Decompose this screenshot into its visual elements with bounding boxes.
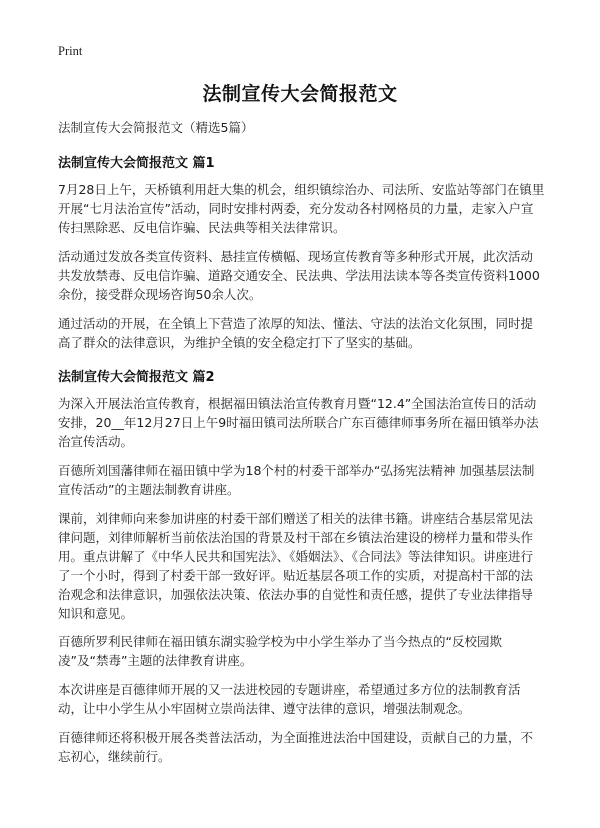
- section-2-paragraph-3: 课前，刘律师向来参加讲座的村委干部们赠送了相关的法律书籍。讲座结合基层常见法律问题，刘律师解析当前依法治国的背景及村干部在乡镇法治建设的榜样力量和带头作用。重点讲解了《中华人民共和国宪法》、《婚姻法》、《合同法》等法律知识。讲座进行了一个小时，得到了村委干部一致好评。贴近基层各项工作的实质，对提高村干部的法治观念和法律意识，加强依法决策、依法办事的自觉性和责任感，提供了专业法律指导知识和意见。: [58, 511, 534, 621]
- section-1-paragraph-2: 活动通过发放各类宣传资料、悬挂宣传横幅、现场宣传教育等多种形式开展，此次活动共发放禁毒、反电信诈骗、道路交通安全、民法典、学法用法读本等各类宣传资料1000余份，接受群众现场咨询50余人次。: [58, 249, 540, 302]
- section-2-paragraph-1: 为深入开展法治宣传教育，根据福田镇法治宣传教育月暨“12.4”全国法治宣传日的活动安排，20__年12月27日上午9时福田镇司法所联合广东百德律师事务所在福田镇举办法治宣传活动。: [58, 396, 539, 449]
- print-label[interactable]: Print: [58, 44, 83, 58]
- section-2-paragraph-4: 百德所罗利民律师在福田镇东湖实验学校为中小学生举办了当今热点的“反校园欺凌”及“禁毒”主题的法律教育讲座。: [58, 634, 502, 668]
- section-2-paragraph-6: 百德律师还将积极开展各类普法活动，为全面推进法治中国建设，贡献自己的力量，不忘初心，继续前行。: [58, 730, 534, 764]
- section-heading-1: 法制宣传大会简报范文 篇1: [58, 156, 215, 171]
- section-1-paragraph-3: 通过活动的开展，在全镇上下营造了浓厚的知法、懂法、守法的法治文化氛围，同时提高了群众的法律意识，为维护全镇的安全稳定打下了坚实的基础。: [58, 316, 534, 350]
- section-2-paragraph-5: 本次讲座是百德律师开展的又一法进校园的专题讲座，希望通过多方位的法制教育活动，让中小学生从小牢固树立崇尚法律、遵守法律的意识，增强法制观念。: [58, 682, 521, 716]
- document-subtitle: 法制宣传大会简报范文（精选5篇）: [58, 120, 254, 135]
- section-1-paragraph-1: 7月28日上午，天桥镇利用赶大集的机会，组织镇综治办、司法所、安监站等部门在镇里开展“七月法治宣传”活动，同时安排村两委，充分发动各村网格员的力量，走家入户宣传扫黑除恶、反电信诈骗、民法典等相关法律常识。: [58, 182, 545, 235]
- section-2-paragraph-2: 百德所刘国藩律师在福田镇中学为18个村的村委干部举办“弘扬宪法精神 加强基层法制宣传活动”的主题法制教育讲座。: [58, 463, 535, 497]
- section-heading-2: 法制宣传大会简报范文 篇2: [58, 370, 215, 385]
- page-title: 法制宣传大会简报范文: [202, 83, 398, 105]
